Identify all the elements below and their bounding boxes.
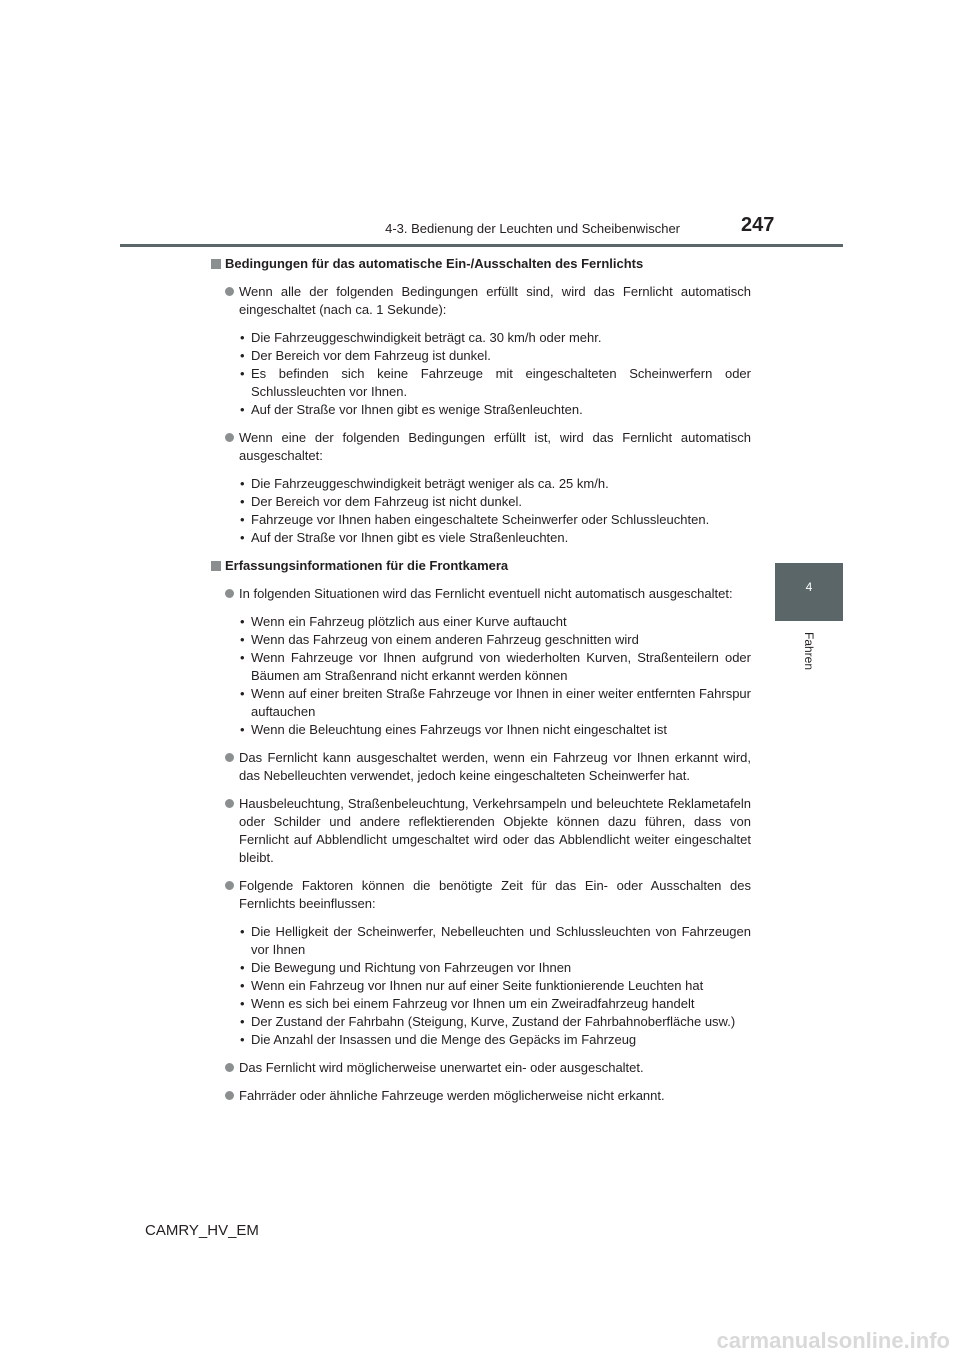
sub-list-item	[211, 959, 751, 977]
section-heading-text: Erfassungsinformationen für die Frontkamera	[225, 558, 509, 573]
sub-list-item-text: Fahrzeuge vor Ihnen haben eingeschaltete Scheinwerfer oder Schlussleuchten.	[251, 512, 710, 527]
sub-list-item-text: Der Bereich vor dem Fahrzeug ist nicht dunkel.	[251, 494, 522, 509]
dot-bullet-icon: •	[240, 722, 245, 737]
list-item-text: Das Fernlicht kann ausgeschaltet werden, wenn ein Fahrzeug vor Ihnen erkannt wird, das Nebelleuchten verwendet, jedoch keine eingeschalteten Scheinwerfer hat.	[239, 750, 751, 783]
sub-list-item	[211, 511, 751, 529]
sub-list	[211, 613, 751, 739]
circle-bullet-icon	[225, 589, 234, 598]
dot-bullet-icon: •	[240, 686, 245, 701]
dot-bullet-icon: •	[240, 650, 245, 665]
sub-list-item	[211, 329, 751, 347]
chapter-tab[interactable]	[775, 563, 843, 621]
sub-list	[211, 329, 751, 419]
circle-bullet-icon	[225, 753, 234, 762]
sub-list-item-text: Wenn die Beleuchtung eines Fahrzeugs vor Ihnen nicht eingeschaltet ist	[251, 722, 668, 737]
dot-bullet-icon: •	[240, 366, 245, 381]
dot-bullet-icon: •	[240, 632, 245, 647]
square-bullet-icon	[211, 561, 221, 571]
list-item-text: In folgenden Situationen wird das Fernlicht eventuell nicht automatisch ausgeschaltet:	[239, 586, 733, 601]
sub-list-item	[211, 493, 751, 511]
section-heading	[211, 557, 751, 575]
sub-list-item	[211, 721, 751, 739]
page-content	[211, 255, 751, 1115]
list-item	[211, 283, 751, 419]
sub-list	[211, 923, 751, 1049]
dot-bullet-icon: •	[240, 960, 245, 975]
list-item	[211, 795, 751, 867]
sub-list-item	[211, 631, 751, 649]
sub-list-item	[211, 475, 751, 493]
list-item	[211, 429, 751, 547]
sub-list-item-text: Wenn es sich bei einem Fahrzeug vor Ihnen um ein Zweiradfahrzeug handelt	[251, 996, 695, 1011]
list-item	[211, 585, 751, 739]
sub-list-item-text: Auf der Straße vor Ihnen gibt es wenige Straßenleuchten.	[251, 402, 583, 417]
sub-list-item	[211, 365, 751, 401]
sub-list-item	[211, 529, 751, 547]
dot-bullet-icon: •	[240, 996, 245, 1011]
sub-list-item	[211, 347, 751, 365]
sub-list-item	[211, 977, 751, 995]
dot-bullet-icon: •	[240, 476, 245, 491]
list-item-text: Das Fernlicht wird möglicherweise unerwartet ein- oder ausgeschaltet.	[239, 1060, 644, 1075]
circle-bullet-icon	[225, 881, 234, 890]
chapter-label: Fahren	[802, 632, 816, 671]
sub-list	[211, 475, 751, 547]
list-item	[211, 749, 751, 785]
section-heading-text: Bedingungen für das automatische Ein-/Ausschalten des Fernlichts	[225, 256, 644, 271]
list-item-text: Wenn alle der folgenden Bedingungen erfüllt sind, wird das Fernlicht automatisch eingeschaltet (nach ca. 1 Sekunde):	[239, 284, 751, 317]
dot-bullet-icon: •	[240, 1014, 245, 1029]
sub-list-item-text: Wenn Fahrzeuge vor Ihnen aufgrund von wiederholten Kurven, Straßenteilern oder Bäumen am Straßenrand nicht erkannt werden können	[251, 650, 751, 683]
sub-list-item	[211, 649, 751, 685]
square-bullet-icon	[211, 259, 221, 269]
sub-list-item-text: Die Bewegung und Richtung von Fahrzeugen vor Ihnen	[251, 960, 572, 975]
sub-list-item	[211, 613, 751, 631]
header-divider	[120, 244, 843, 247]
list-item-text: Folgende Faktoren können die benötigte Zeit für das Ein- oder Ausschalten des Fernlichts beeinflussen:	[239, 878, 751, 911]
circle-bullet-icon	[225, 287, 234, 296]
page-number: 247	[741, 214, 775, 236]
dot-bullet-icon: •	[240, 924, 245, 939]
sub-list-item-text: Die Anzahl der Insassen und die Menge des Gepäcks im Fahrzeug	[251, 1032, 637, 1047]
circle-bullet-icon	[225, 799, 234, 808]
sub-list-item-text: Auf der Straße vor Ihnen gibt es viele Straßenleuchten.	[251, 530, 569, 545]
sub-list-item	[211, 995, 751, 1013]
chapter-number: 4	[805, 580, 813, 594]
sub-list-item	[211, 401, 751, 419]
sub-list-item	[211, 923, 751, 959]
sub-list-item	[211, 1013, 751, 1031]
list-item-text: Wenn eine der folgenden Bedingungen erfüllt ist, wird das Fernlicht automatisch ausgeschaltet:	[239, 430, 751, 463]
sub-list-item	[211, 1031, 751, 1049]
dot-bullet-icon: •	[240, 1032, 245, 1047]
sub-list-item-text: Die Fahrzeuggeschwindigkeit beträgt ca. 30 km/h oder mehr.	[251, 330, 602, 345]
circle-bullet-icon	[225, 1091, 234, 1100]
dot-bullet-icon: •	[240, 614, 245, 629]
footer-code: CAMRY_HV_EM	[145, 1222, 259, 1239]
sub-list-item-text: Der Zustand der Fahrbahn (Steigung, Kurve, Zustand der Fahrbahnoberfläche usw.)	[251, 1014, 736, 1029]
dot-bullet-icon: •	[240, 978, 245, 993]
sub-list-item-text: Wenn ein Fahrzeug plötzlich aus einer Kurve auftaucht	[251, 614, 567, 629]
dot-bullet-icon: •	[240, 512, 245, 527]
list-item-text: Fahrräder oder ähnliche Fahrzeuge werden möglicherweise nicht erkannt.	[239, 1088, 665, 1103]
list-item	[211, 1059, 751, 1077]
list-item	[211, 877, 751, 1049]
circle-bullet-icon	[225, 433, 234, 442]
sub-list-item-text: Wenn das Fahrzeug von einem anderen Fahrzeug geschnitten wird	[251, 632, 639, 647]
sub-list-item-text: Wenn auf einer breiten Straße Fahrzeuge vor Ihnen in einer weiter entfernten Fahrspur auftauchen	[251, 686, 751, 719]
circle-bullet-icon	[225, 1063, 234, 1072]
list-item-text: Hausbeleuchtung, Straßenbeleuchtung, Verkehrsampeln und beleuchtete Reklametafeln oder Schilder und andere reflektierenden Objekte können dazu führen, dass von Fernlicht auf Abblendlicht umgeschaltet wird oder das Abblendlicht weiter eingeschaltet bleibt.	[239, 796, 751, 865]
sub-list-item	[211, 685, 751, 721]
section-title: 4-3. Bedienung der Leuchten und Scheibenwischer	[385, 221, 680, 236]
list-item	[211, 1087, 751, 1105]
dot-bullet-icon: •	[240, 402, 245, 417]
sub-list-item-text: Die Fahrzeuggeschwindigkeit beträgt weniger als ca. 25 km/h.	[251, 476, 609, 491]
section-heading	[211, 255, 751, 273]
dot-bullet-icon: •	[240, 348, 245, 363]
dot-bullet-icon: •	[240, 330, 245, 345]
dot-bullet-icon: •	[240, 530, 245, 545]
sub-list-item-text: Der Bereich vor dem Fahrzeug ist dunkel.	[251, 348, 491, 363]
sub-list-item-text: Es befinden sich keine Fahrzeuge mit eingeschalteten Scheinwerfern oder Schlussleuchten vor Ihnen.	[251, 366, 751, 399]
sub-list-item-text: Wenn ein Fahrzeug vor Ihnen nur auf einer Seite funktionierende Leuchten hat	[251, 978, 704, 993]
watermark-text: carmanualsonline.info	[716, 1328, 950, 1353]
dot-bullet-icon: •	[240, 494, 245, 509]
sub-list-item-text: Die Helligkeit der Scheinwerfer, Nebelleuchten und Schlussleuchten von Fahrzeugen vor Ihnen	[251, 924, 751, 957]
